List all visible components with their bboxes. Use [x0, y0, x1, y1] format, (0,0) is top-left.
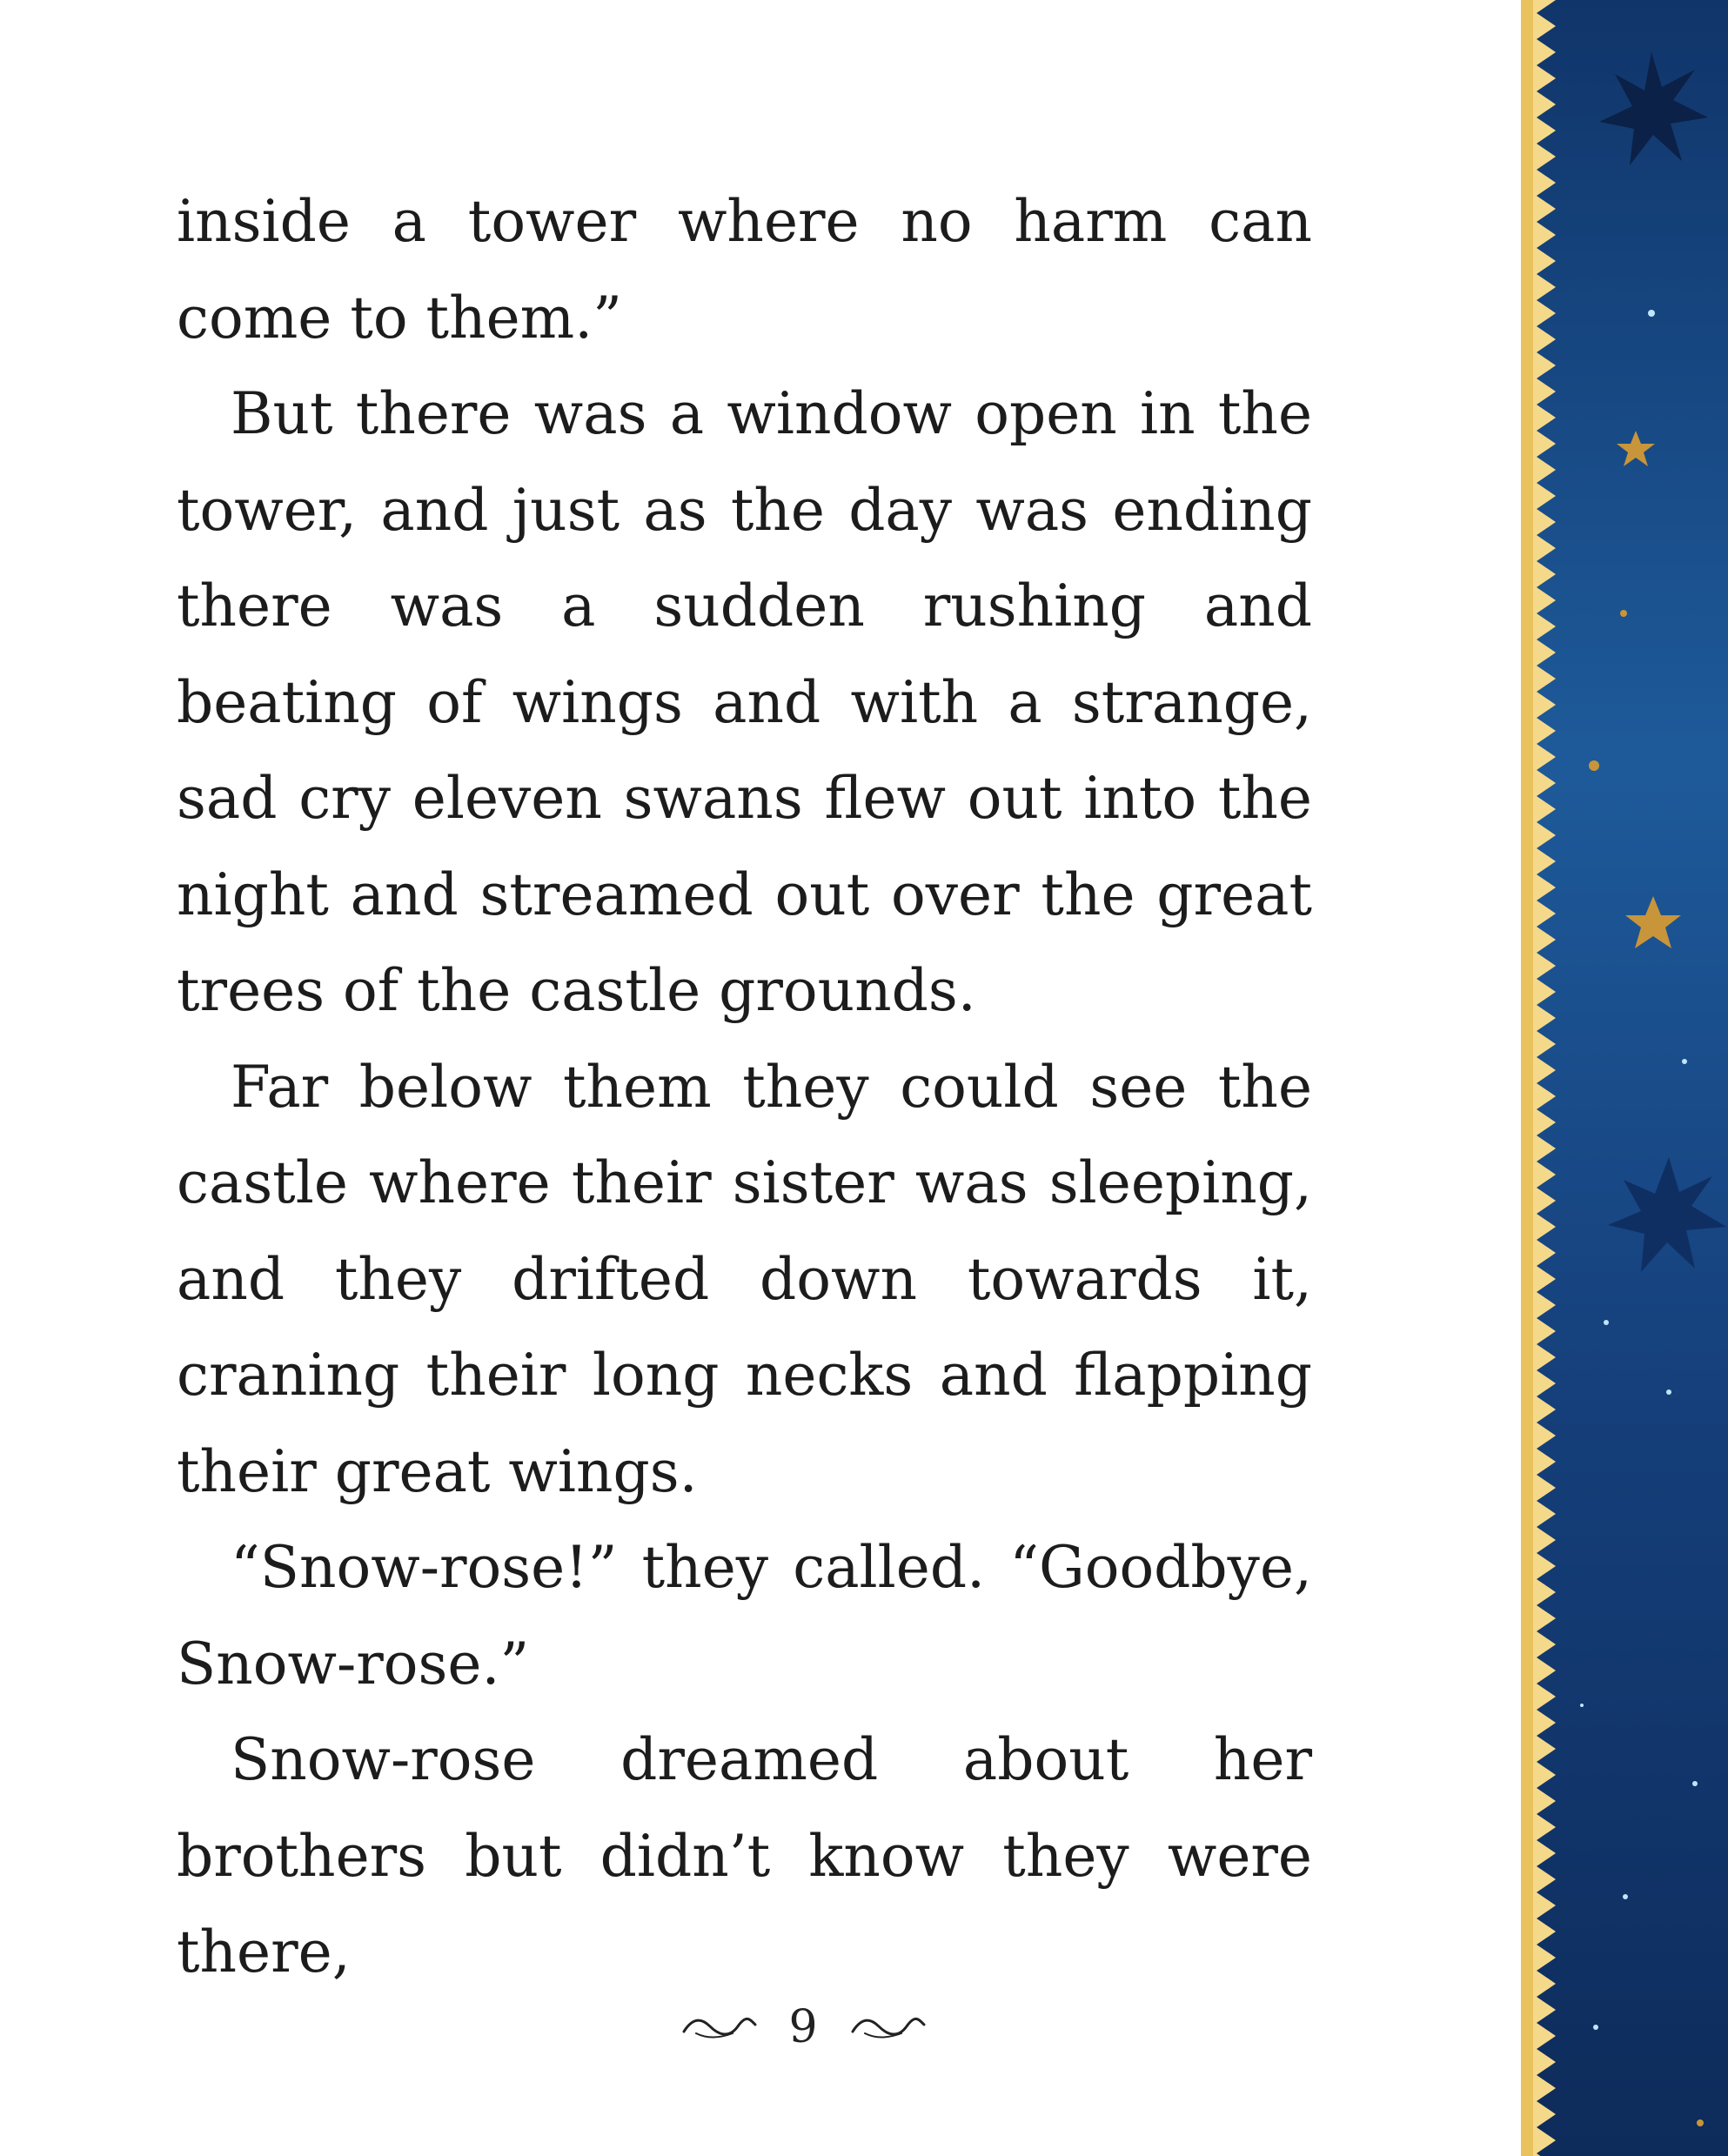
swirl-ornament-icon	[849, 2001, 926, 2053]
swirl-ornament-icon	[680, 2001, 757, 2053]
paragraph-5: Snow-rose dreamed about her brothers but didn’t know they were there,	[177, 1726, 1312, 1985]
body-text	[177, 174, 1312, 2001]
page-number: 9	[788, 2001, 818, 2053]
night-sky-border	[1521, 0, 1728, 2156]
paragraph-1: inside a tower where no harm can come to them.”	[177, 188, 1312, 352]
zigzag-sky-edge	[1537, 0, 1728, 2156]
paragraph-3: Far below them they could see the castle where their sister was sleeping, and they drifted down towards it, craning their long necks and flapping their great wings.	[177, 1053, 1312, 1505]
page-footer	[664, 1992, 942, 2062]
paragraph-2: But there was a window open in the tower, and just as the day was ending there was a sudden rushing and beating of wings and with a strange, sad cry eleven swans flew out into the night and streamed out over the great trees of the castle grounds.	[177, 380, 1312, 1024]
paragraph-4: “Snow-rose!” they called. “Goodbye, Snow-rose.”	[177, 1534, 1312, 1697]
